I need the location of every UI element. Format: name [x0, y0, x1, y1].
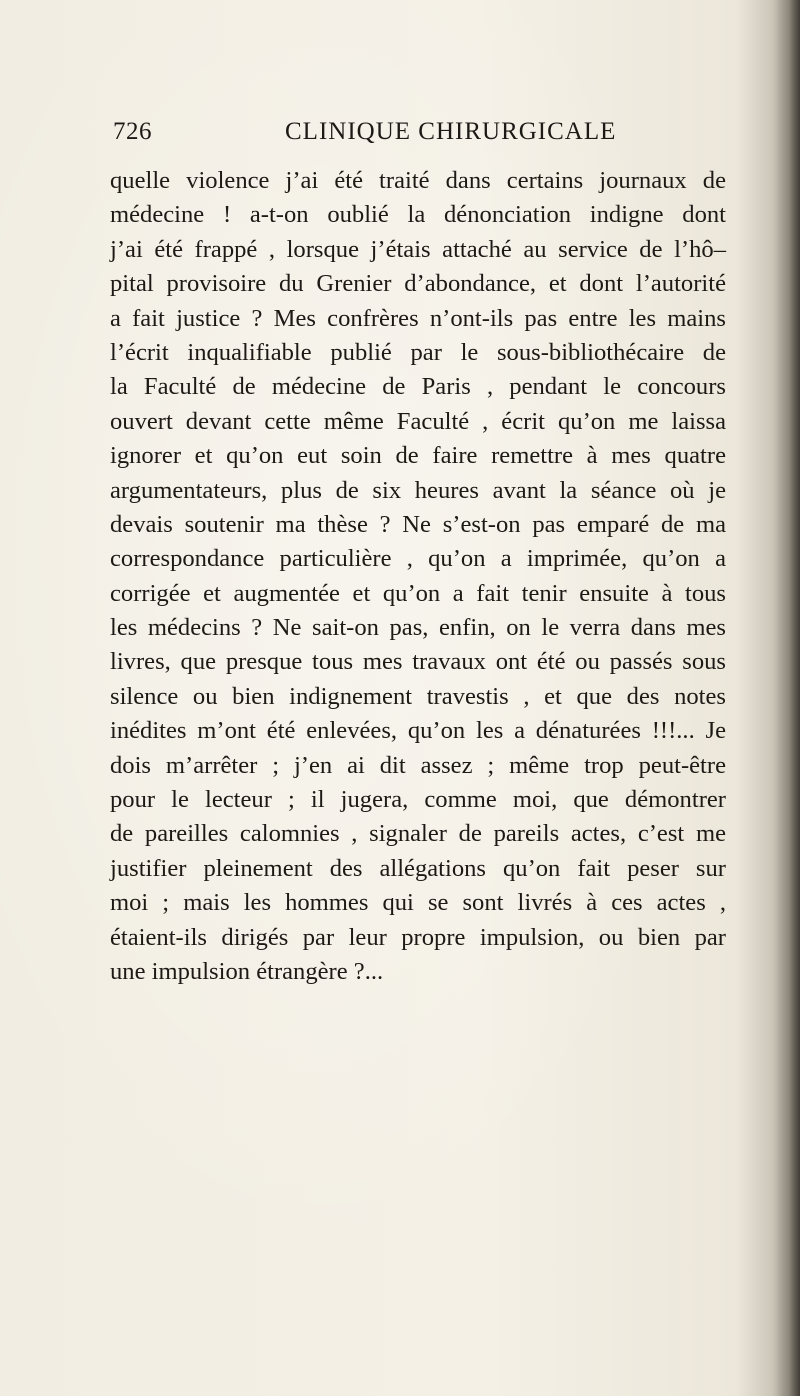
text-line: correspondance particulière , qu’on a imprimée, qu’on a [110, 545, 726, 573]
page-edge-shadow [772, 0, 800, 1396]
text-line: j’ai été frappé , lorsque j’étais attaché au service de l’hô– [110, 235, 726, 263]
text-line: de pareilles calomnies , signaler de pareils actes, c’est me [110, 820, 726, 848]
text-line: devais soutenir ma thèse ? Ne s’est-on pas emparé de ma [110, 510, 726, 538]
text-line: ouvert devant cette même Faculté , écrit qu’on me laissa [110, 407, 726, 435]
page-header [113, 118, 727, 150]
running-title: CLINIQUE CHIRURGICALE [285, 118, 617, 145]
text-line: l’écrit inqualifiable publié par le sous-bibliothécaire de [110, 338, 726, 366]
text-line: médecine ! a-t-on oublié la dénonciation indigne dont [110, 201, 726, 229]
text-line: quelle violence j’ai été traité dans certains journaux de [110, 167, 726, 194]
text-line: moi ; mais les hommes qui se sont livrés à ces actes , [110, 889, 726, 917]
text-line: a fait justice ? Mes confrères n’ont-ils pas entre les mains [110, 304, 726, 332]
text-line: corrigée et augmentée et qu’on a fait tenir ensuite à tous [110, 579, 726, 607]
text-line: la Faculté de médecine de Paris , pendant le concours [110, 373, 726, 401]
text-line: pour le lecteur ; il jugera, comme moi, que démontrer [110, 786, 726, 814]
text-line: silence ou bien indignement travestis , et que des notes [110, 682, 726, 710]
text-line: dois m’arrêter ; j’en ai dit assez ; même trop peut-être [110, 751, 726, 779]
body-text [110, 164, 726, 989]
text-line: ignorer et qu’on eut soin de faire remettre à mes quatre [110, 442, 726, 470]
text-line: inédites m’ont été enlevées, qu’on les a dénaturées !!!... Je [110, 717, 726, 745]
text-line: pital provisoire du Grenier d’abondance, et dont l’autorité [110, 270, 726, 298]
page-number: 726 [113, 118, 152, 145]
text-line: argumentateurs, plus de six heures avant la séance où je [110, 476, 726, 504]
text-line: étaient-ils dirigés par leur propre impulsion, ou bien par [110, 923, 726, 951]
text-line: justifier pleinement des allégations qu’on fait peser sur [110, 854, 726, 882]
text-line: les médecins ? Ne sait-on pas, enfin, on le verra dans mes [110, 614, 726, 642]
text-line: livres, que presque tous mes travaux ont été ou passés sous [110, 648, 726, 676]
text-line: une impulsion étrangère ?... [110, 957, 384, 985]
